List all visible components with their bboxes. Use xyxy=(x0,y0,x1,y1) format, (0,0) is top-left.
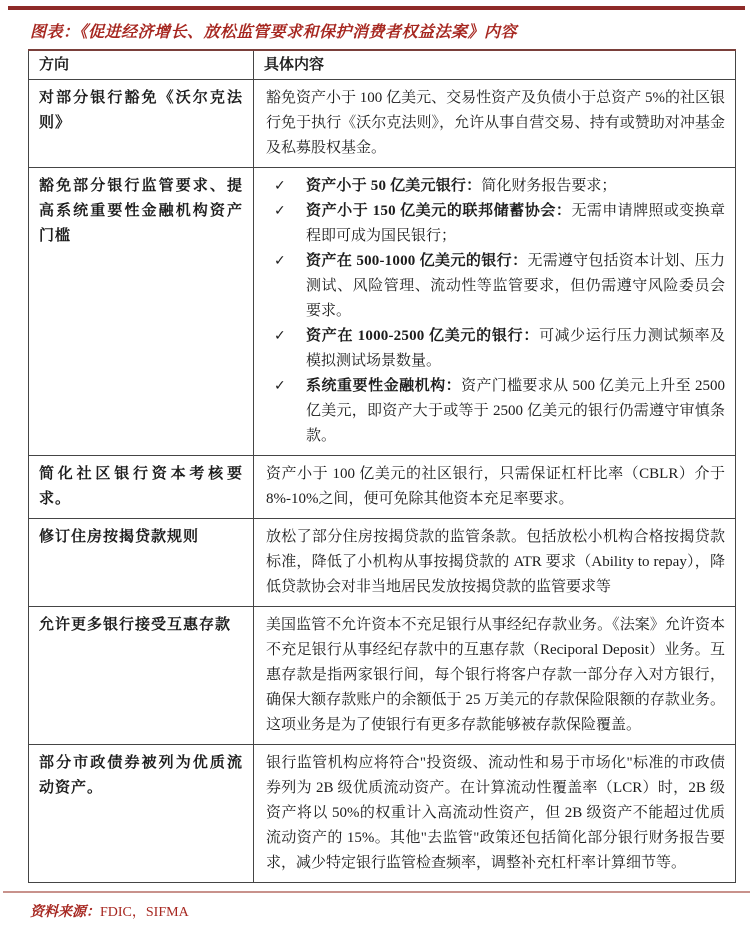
law-content-table xyxy=(28,49,736,883)
bullet-item xyxy=(266,199,725,249)
table-body xyxy=(29,80,736,883)
bullet-item xyxy=(266,174,725,199)
top-divider xyxy=(8,6,745,10)
table-row-5 xyxy=(29,745,736,883)
content-paragraph: 豁免资产小于 100 亿美元、交易性资产及负债小于总资产 5%的社区银行免于执行《沃尔克法则》，允许从事自营交易、持有或赞助对冲基金及私募股权基金。 xyxy=(266,90,725,156)
header-row xyxy=(29,50,736,80)
bullet-term: 系统重要性金融机构： xyxy=(306,378,462,394)
bullet-text: 简化财务报告要求； xyxy=(481,178,617,194)
bottom-divider xyxy=(3,891,750,893)
direction-cell: 修订住房按揭贷款规则 xyxy=(29,519,254,607)
check-icon: ✓ xyxy=(274,203,286,219)
content-cell xyxy=(254,607,736,745)
bullet-text: 无需遵守包括资本计划、压力测试、风险管理、流动性等监管要求，但仍需遵守风险委员会要求。 xyxy=(306,253,725,319)
bullet-item xyxy=(266,324,725,374)
table-row-2 xyxy=(29,456,736,519)
direction-cell: 允许更多银行接受互惠存款 xyxy=(29,607,254,745)
direction-cell: 豁免部分银行监管要求、提高系统重要性金融机构资产门槛 xyxy=(29,168,254,456)
source-note xyxy=(30,901,753,921)
content-paragraph: 银行监管机构应将符合"投资级、流动性和易于市场化"标准的市政债券列为 2B 级优质流动资产。在计算流动性覆盖率（LCR）时，2B 级资产将以 50%的权重计入高流动性资产，但 2B 级资产不能超过优质流动资产的 15%。其他"去监管"政策还包括简化部分银行财务报告要求，减少特定银行监管检查频率，调整补充杠杆率计算细节等。 xyxy=(266,755,725,871)
direction-cell: 部分市政债券被列为优质流动资产。 xyxy=(29,745,254,883)
content-cell xyxy=(254,80,736,168)
col-header-direction: 方向 xyxy=(29,50,254,80)
col-header-content: 具体内容 xyxy=(254,50,736,80)
bullet-text: 可减少运行压力测试频率及模拟测试场景数量。 xyxy=(306,328,725,369)
content-paragraph: 资产小于 100 亿美元的社区银行，只需保证杠杆比率（CBLR）介于 8%-10%之间，便可免除其他资本充足率要求。 xyxy=(266,466,725,507)
check-icon: ✓ xyxy=(274,328,286,344)
table-row-0 xyxy=(29,80,736,168)
content-cell xyxy=(254,168,736,456)
bullet-text: 无需申请牌照或变换章程即可成为国民银行； xyxy=(306,203,725,244)
direction-cell: 对部分银行豁免《沃尔克法则》 xyxy=(29,80,254,168)
bullet-term: 资产在 500-1000 亿美元的银行： xyxy=(306,253,528,269)
bullet-term: 资产小于 150 亿美元的联邦储蓄协会： xyxy=(306,203,572,219)
check-icon: ✓ xyxy=(274,378,286,394)
bullet-item xyxy=(266,249,725,324)
check-icon: ✓ xyxy=(274,178,286,194)
table-header xyxy=(29,50,736,80)
source-value: FDIC，SIFMA xyxy=(100,905,189,920)
table-row-1 xyxy=(29,168,736,456)
bullet-item xyxy=(266,374,725,449)
bullet-term: 资产小于 50 亿美元银行： xyxy=(306,178,482,194)
direction-cell: 简化社区银行资本考核要求。 xyxy=(29,456,254,519)
content-cell xyxy=(254,745,736,883)
table-row-4 xyxy=(29,607,736,745)
source-label: 资料来源： xyxy=(30,905,100,920)
content-cell xyxy=(254,456,736,519)
content-cell xyxy=(254,519,736,607)
check-icon: ✓ xyxy=(274,253,286,269)
content-paragraph: 放松了部分住房按揭贷款的监管条款。包括放松小机构合格按揭贷款标准，降低了小机构从事按揭贷款的 ATR 要求（Ability to repay），降低贷款协会对非当地居民发放按揭贷款的监管要求等 xyxy=(266,529,725,595)
table-row-3 xyxy=(29,519,736,607)
figure-title: 图表：《促进经济增长、放松监管要求和保护消费者权益法案》内容 xyxy=(30,24,518,41)
bullet-term: 资产在 1000-2500 亿美元的银行： xyxy=(306,328,540,344)
content-paragraph: 美国监管不允许资本不充足银行从事经纪存款业务。《法案》允许资本不充足银行从事经纪存款中的互惠存款（Reciporal Deposit）业务。互惠存款是指两家银行间，每个银行将客户存款一部分存入对方银行，确保大额存款账户的余额低于 25 万美元的存款保险限额的存款业务。这项业务是为了使银行有更多存款能够被存款保险覆盖。 xyxy=(266,617,725,733)
bullet-text: 资产门槛要求从 500 亿美元上升至 2500 亿美元，即资产大于或等于 2500 亿美元的银行仍需遵守审慎条款。 xyxy=(306,378,725,444)
